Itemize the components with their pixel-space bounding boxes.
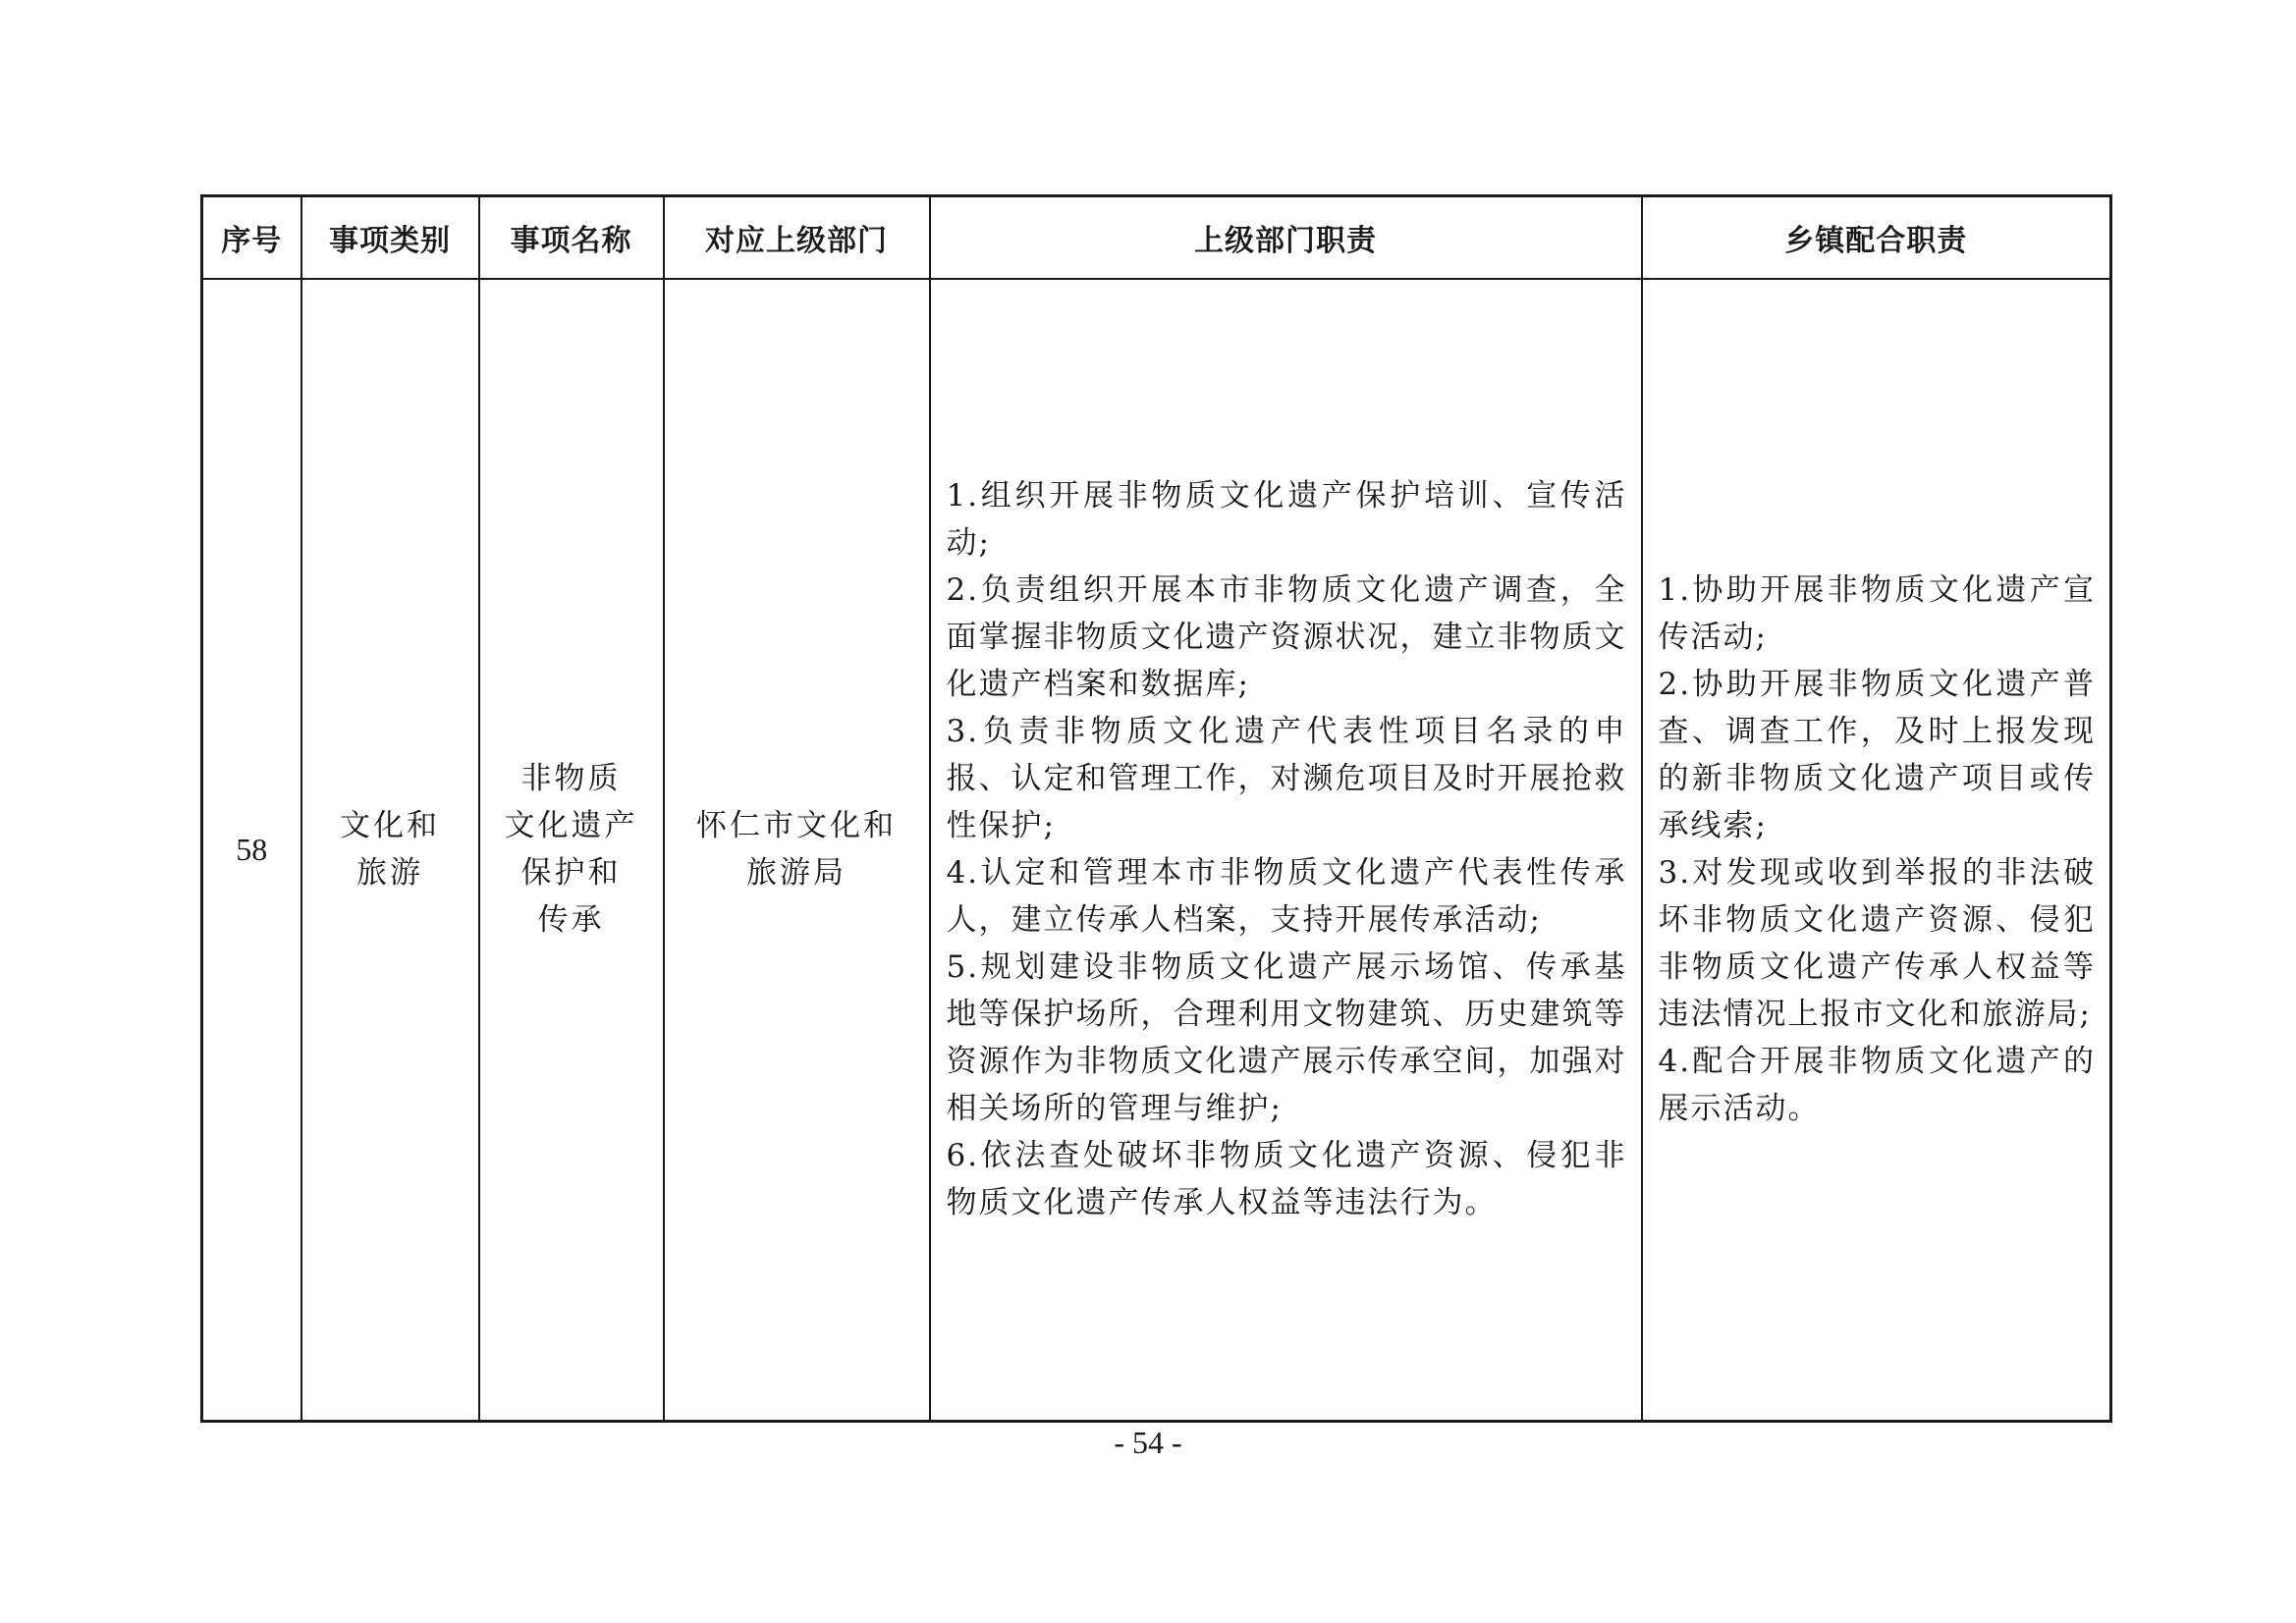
township-duty-item: 2.协助开展非物质文化遗产普查、调查工作，及时上报发现的新非物质文化遗产项目或传承线索; [1658, 667, 2096, 844]
township-duty-item: 3.对发现或收到举报的非法破坏非物质文化遗产资源、侵犯非物质文化遗产传承人权益等违法情况上报市文化和旅游局; [1658, 855, 2096, 1033]
cell-category [301, 279, 479, 1422]
header-seq: 序号 [202, 196, 301, 279]
category-line: 旅游 [356, 855, 423, 892]
cell-item-name [479, 279, 664, 1422]
township-duty-item: 4.配合开展非物质文化遗产的展示活动。 [1658, 1044, 2096, 1127]
page-number: - 54 - [1114, 1425, 1182, 1460]
category-line: 文化和 [340, 808, 440, 844]
header-row [202, 196, 2111, 279]
cell-seq: 58 [202, 279, 301, 1422]
cell-township-duties [1642, 279, 2111, 1422]
superior-duty-item: 2.负责组织开展本市非物质文化遗产调查，全面掌握非物质文化遗产资源状况，建立非物质文化遗产档案和数据库; [946, 572, 1627, 703]
department-line: 旅游局 [746, 855, 847, 892]
township-duty-item: 1.协助开展非物质文化遗产宣传活动; [1658, 572, 2096, 656]
header-township-duties: 乡镇配合职责 [1642, 196, 2111, 279]
item-name-line: 保护和 [520, 855, 622, 892]
superior-duty-item: 3.负责非物质文化遗产代表性项目名录的申报、认定和管理工作，对濒危项目及时开展抢救性保护; [946, 714, 1627, 844]
table-row [202, 279, 2111, 1422]
header-department: 对应上级部门 [664, 196, 930, 279]
superior-duty-item: 5.规划建设非物质文化遗产展示场馆、传承基地等保护场所，合理利用文物建筑、历史建筑等资源作为非物质文化遗产展示传承空间，加强对相关场所的管理与维护; [946, 949, 1627, 1127]
header-superior-duties: 上级部门职责 [930, 196, 1642, 279]
item-name-line: 传承 [537, 902, 605, 939]
header-category: 事项类别 [301, 196, 479, 279]
item-name-line: 非物质 [520, 761, 622, 797]
duty-table [200, 194, 2112, 1423]
cell-superior-duties [930, 279, 1642, 1422]
superior-duty-item: 6.依法查处破坏非物质文化遗产资源、侵犯非物质文化遗产传承人权益等违法行为。 [946, 1138, 1627, 1221]
cell-department [664, 279, 930, 1422]
superior-duty-item: 4.认定和管理本市非物质文化遗产代表性传承人，建立传承人档案，支持开展传承活动; [946, 855, 1627, 939]
item-name-line: 文化遗产 [504, 808, 638, 844]
superior-duty-item: 1.组织开展非物质文化遗产保护培训、宣传活动; [946, 478, 1627, 562]
department-line: 怀仁市文化和 [696, 808, 897, 844]
header-name: 事项名称 [479, 196, 664, 279]
